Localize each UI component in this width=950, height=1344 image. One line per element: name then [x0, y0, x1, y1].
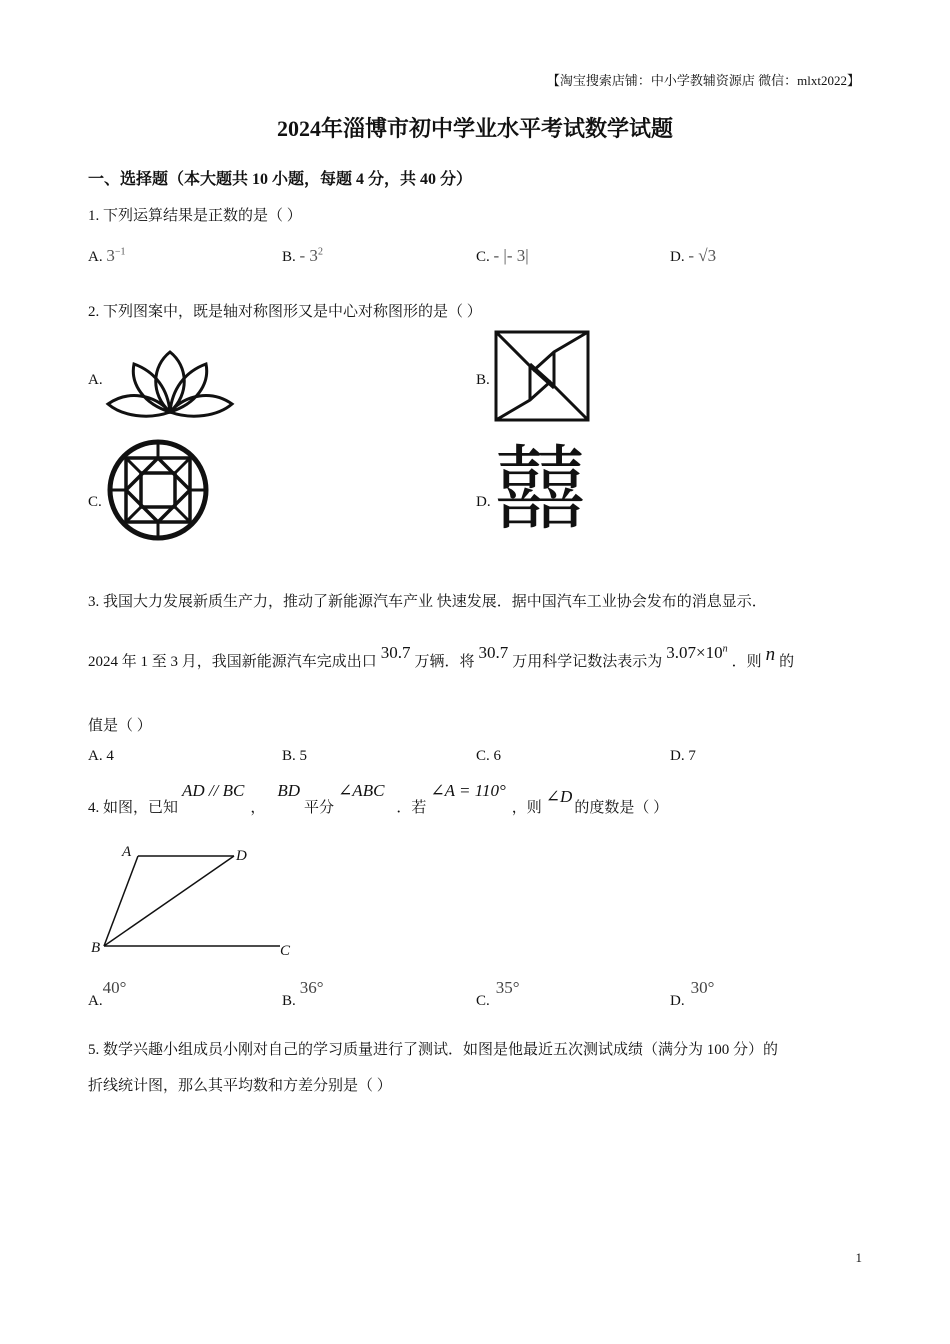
q4-option-a: A.40°: [88, 978, 127, 1009]
q3-line1: 3. 我国大力发展新质生产力，推动了新能源汽车产业 快速发展．据中国汽车工业协会发布的消息显示．: [88, 594, 767, 610]
q1-stem: 1. 下列运算结果是正数的是（ ）: [88, 208, 302, 224]
q1-option-c: C. - |- 3|: [476, 246, 529, 265]
q5-line2: 折线统计图，那么其平均数和方差分别是（ ）: [88, 1078, 392, 1094]
q1-option-a: A. $3^{-1}$: [88, 246, 126, 265]
q3-option-a: A. 4: [88, 748, 114, 764]
q2-label-d: D.: [476, 494, 491, 510]
double-happiness-figure: 囍: [494, 436, 587, 543]
square-pinwheel-figure: [494, 330, 590, 422]
point-label-a: A: [122, 844, 132, 860]
q2-stem: 2. 下列图案中，既是轴对称图形又是中心对称图形的是（ ）: [88, 304, 482, 320]
q2-label-a: A.: [88, 372, 103, 388]
page-title: 2024年淄博市初中学业水平考试数学试题: [276, 116, 673, 141]
q4-option-c: C.35°: [476, 978, 520, 1009]
q5-line1: 5. 数学兴趣小组成员小刚对自己的学习质量进行了测试．如图是他最近五次测试成绩（满分为 100 分）的: [88, 1042, 779, 1058]
header-note: 【淘宝搜索店铺：中小学教辅资源店 微信：mlxt2022】: [546, 73, 860, 88]
circle-window-figure: [106, 438, 210, 542]
q3-option-d: D. 7: [670, 748, 696, 764]
q2-label-b: B.: [476, 372, 490, 388]
q3-line3: 值是（ ）: [88, 718, 152, 734]
point-label-c: C: [280, 943, 291, 959]
q1-option-b: B. - $3^2$: [282, 246, 323, 265]
q4-option-b: B.36°: [282, 978, 324, 1009]
point-label-b: B: [91, 940, 101, 956]
q1-option-d: D. - √3: [670, 246, 717, 265]
trapezoid-figure: [88, 840, 298, 960]
q4-option-d: D.30°: [670, 978, 715, 1009]
page-number: 1: [855, 1250, 862, 1265]
q3-option-c: C. 6: [476, 748, 502, 764]
lotus-figure: [104, 346, 236, 426]
q2-label-c: C.: [88, 494, 102, 510]
q3-line2: 2024 年 1 至 3 月，我国新能源汽车完成出口 30.7 万辆．将 30.7 万用科学记数法表示为 $3.07\times 10^n$．则 n 的: [88, 643, 795, 670]
q4-stem: 4. 如图，已知AD // BC，BD平分∠ABC．若∠A = 110°，则∠D的度数是（ ）: [88, 781, 669, 816]
point-label-d: D: [236, 848, 247, 864]
q3-option-b: B. 5: [282, 748, 308, 764]
section-heading: 一、选择题（本大题共 10 小题，每题 4 分，共 40 分）: [88, 171, 473, 188]
